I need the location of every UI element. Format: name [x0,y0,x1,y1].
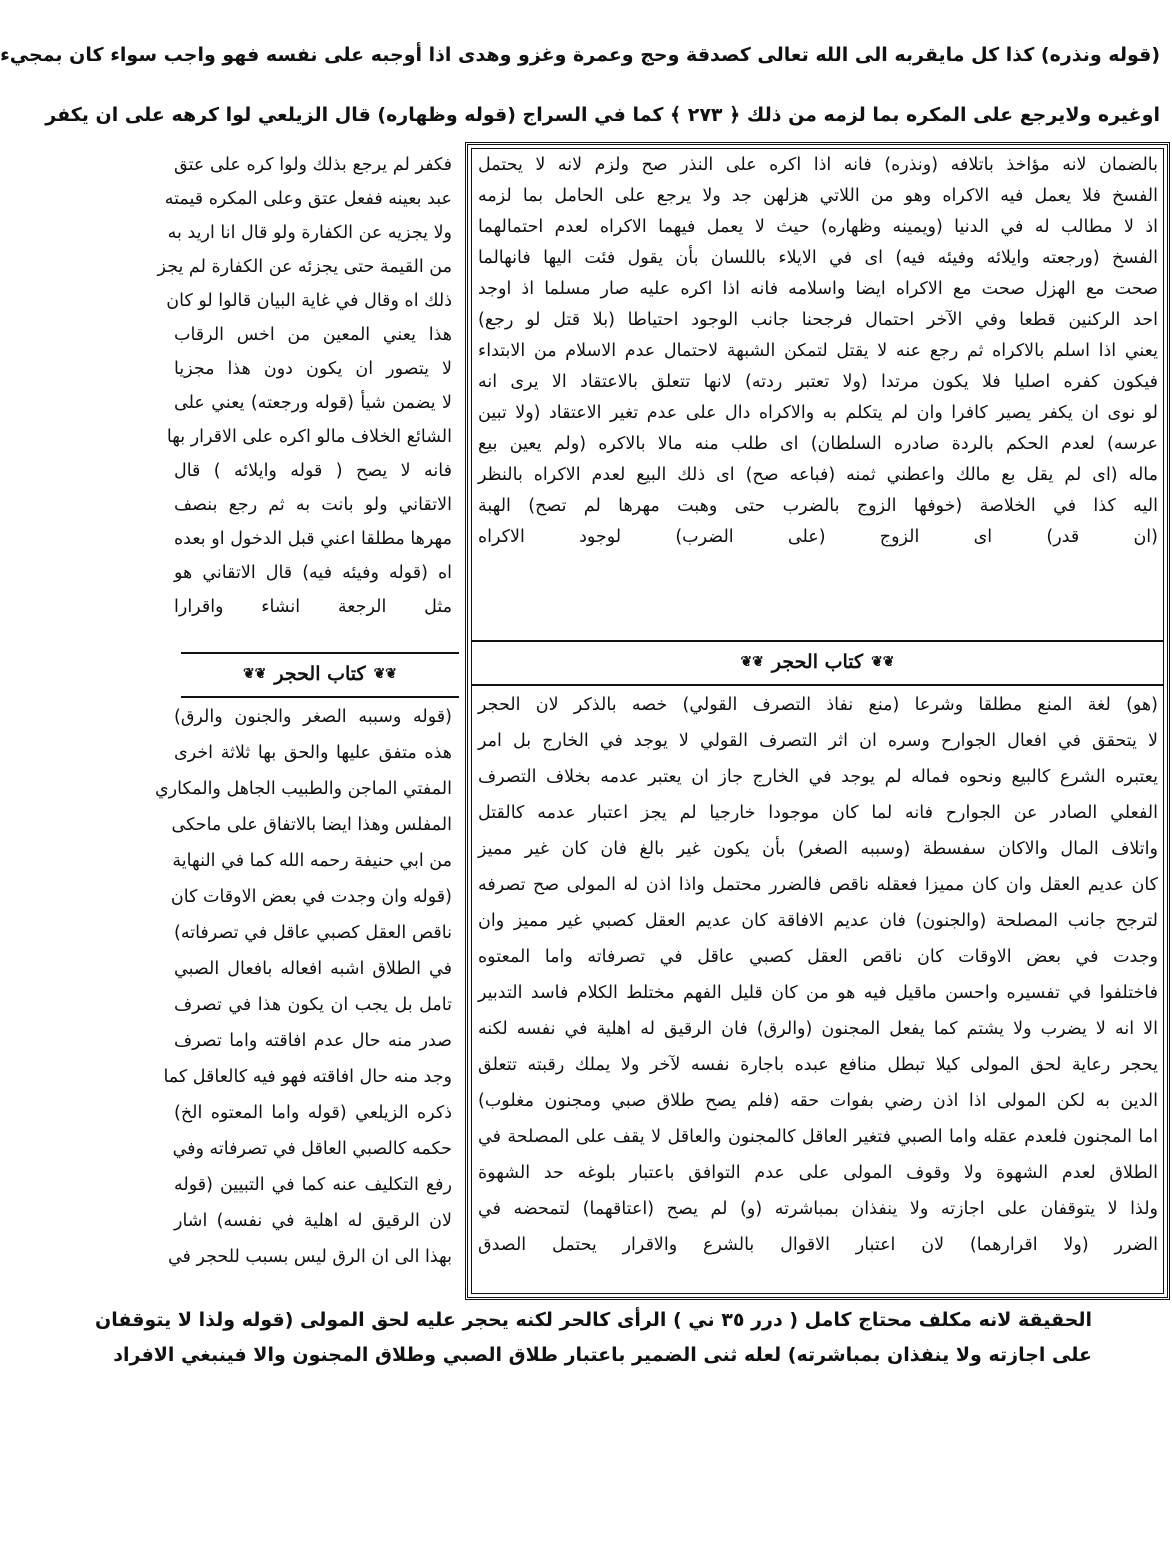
side-upper-line: عبد بعينه ففعل عتق وعلى المكره قيمته [164,189,452,209]
side-upper-line: مثل الرجعة انشاء واقرارا [174,597,452,617]
main-upper-line: يعني اذا اسلم بالاكراه ثم رجع عنه لا يقتل لتمكن الشبهة لاحتمال عدم الاسلام من الابتداء [478,341,1158,361]
main-upper-line: احد الركنين قطعا وفي الآخر احتمال فرجحنا جانب الوجود احتياطا (بلا قتل لو رجع) [478,310,1158,330]
side-lower-line: ذكره الزيلعي (قوله واما المعتوه الخ) [174,1103,452,1123]
main-upper-line: اليه كذا في الخلاصة (خوفها الزوج بالضرب حتى وهبت مهرها لم تصح) الهبة [478,496,1158,516]
main-lower-line: لترجح جانب المصلحة (والجنون) فان عديم الافاقة كان عديم العقل كصبي غير مميز وان [478,911,1158,931]
side-upper-line: من القيمة حتى يجزئه عن الكفارة لم يجز [157,257,452,277]
main-lower-line: يعتبره الشرع كالبيع ونحوه فماله لم يوجد في الخارج جاز ان يعتبر عدمه بخلاف التصرف [478,767,1158,787]
side-upper-line: فانه لا يصح ( قوله وايلائه ) قال [174,461,452,481]
side-upper-line: الشائع الخلاف مالو اكره على الاقرار بها [166,427,452,447]
side-lower-line: حكمه كالصبي العاقل في تصرفاته وفي [172,1139,452,1159]
side-lower-line: صدر منه حال عدم افاقته واما تصرف [174,1031,452,1051]
side-upper-line: اه (قوله وفيئه فيه) قال الاتقاني هو [174,563,452,583]
side-lower-line: هذه متفق عليها والحق بها ثلاثة اخرى [174,743,452,763]
main-lower-line: الضرر (ولا اقرارهما) لان اعتبار الاقوال بالشرع والاقرار يحتمل الصدق [478,1235,1158,1255]
main-lower-line: يحجر رعاية لحق المولى كيلا تبطل منافع عبده باجارة نفسه لآخر ولا يملك رقبته تتعلق [478,1055,1158,1075]
side-upper-line: لا يتصور ان يكون دون هذا مجزيا [174,359,452,379]
side-lower-line: لان الرقيق له اهلية في نفسه) اشار [174,1211,452,1231]
side-lower-line: (قوله وان وجدت في بعض الاوقات كان [170,887,452,907]
main-upper-line: فيكون كفره اصليا فلا يكون مرتدا (ولا تعتبر ردته) لانها تتعلق بالاعتقاد الا يرى انه [478,372,1158,392]
footer-line-1: الحقيقة لانه مكلف محتاج كامل ( درر ٣٥ ني ) الرأى كالحر لكنه يحجر عليه لحق المولى (قوله ولذا لا يتوقفان [95,1309,1092,1331]
main-lower-line: لا يتحقق في افعال الجوارح وسره ان اثر التصرف القولي لا يوجد في الخارج بل امر [478,731,1158,751]
main-lower-line: اما المجنون فلعدم عقله واما الصبي فتغير العاقل كالمجنون والعاقل لا يقف على المصلحة في [478,1127,1158,1147]
side-lower-line: المفلس وهذا ايضا بالاتفاق على ماحكى [171,815,452,835]
side-title-divider-top [181,652,459,654]
main-section-title [471,644,1164,680]
side-lower-line: وجد منه حال افاقته فهو فيه كالعاقل كما [163,1067,452,1087]
side-section-title-text: كتاب الحجر [274,663,366,685]
ornament-icon: ❦❦ [373,666,398,682]
header-line-1: (قوله ونذره) كذا كل مايقربه الى الله تعالى كصدقة وحج وعمرة وغزو وهدى اذا أوجبه على نفسه فهو واجب سواء كان بمجيء [0,44,1160,66]
main-lower-line: واتلاف المال والاكان سفسطة (وسببه الصغر) بأن يكون غير بالغ فان كان غير مميز [478,839,1158,859]
ornament-icon: ❦❦ [871,654,895,670]
main-upper-line: اذ لا مطالب له في الدنيا (ويمينه وظهاره) حيث لا يعمل فيهما الاكراه لعدم احتمالهما [478,217,1158,237]
side-lower-line: ناقص العقل كصبي عاقل في تصرفاته) [174,923,452,943]
side-section-title [181,656,459,692]
main-title-divider-top [471,640,1164,642]
side-upper-line: فكفر لم يرجع بذلك ولوا كره على عتق [174,155,452,175]
side-upper-line: ولا يجزيه عن الكفارة ولو قال انا اريد به [167,223,452,243]
side-upper-line: ذلك اه وقال في غاية البيان قالوا لو كان [166,291,452,311]
side-upper-line: لا يضمن شيأ (قوله ورجعته) يعني على [174,393,452,413]
side-lower-line: المفتي الماجن والطبيب الجاهل والمكاري [154,779,452,799]
side-lower-line: من ابي حنيفة رحمه الله كما في النهاية [172,851,452,871]
side-upper-line: هذا يعني المعين من اخس الرقاب [174,325,452,345]
main-lower-line: ولذا لا يتوقفان على اجازته ولا ينفذان بمباشرته (و) لم يصح (اعتاقهما) لتمحضه في [478,1199,1158,1219]
main-upper-line: بالضمان لانه مؤاخذ باتلافه (ونذره) فانه اذا اكره على النذر صح ولزم لانه لا يحتمل [478,155,1158,175]
side-lower-line: رفع التكليف عنه كما في التبيين (قوله [174,1175,452,1195]
main-upper-line: ماله (اى لم يقل بع مالك واعطني ثمنه (فباعه صح) اى ذلك البيع لعدم الاكراه بالنظر [478,465,1158,485]
header-line-2: اوغيره ولايرجع على المكره بما لزمه من ذلك ﴿ ٢٧٣ ﴾ كما في السراج (قوله وظهاره) قال الزيلعي لوا كرهه على ان يكفر [45,104,1160,126]
main-lower-line: فاختلفوا في تفسيره واحسن ماقيل فيه هو من كان قليل الفهم مختلط الكلام فاسد التدبير [478,983,1158,1003]
side-lower-line: (قوله وسببه الصغر والجنون والرق) [174,707,452,727]
main-section-title-text: كتاب الحجر [771,651,864,673]
main-title-divider-bottom [471,684,1164,686]
main-upper-line: عرسه) لعدم الحكم بالردة صادره السلطان) اى طلب منه مالا بالاكره (ولم يعين بيع [478,434,1158,454]
main-lower-line: الا انه لا يضرب ولا يشتم كما يفعل المجنون (والرق) فان الرقيق له اهلية في نفسه لكنه [478,1019,1158,1039]
main-upper-line: (ان قدر) اى الزوج (على الضرب) لوجود الاكراه [478,527,1158,547]
main-lower-line: الفعلي الصادر عن الجوارح فانه لما كان موجودا خارجيا لم يجز اعتبار عدمه كالقتل [478,803,1158,823]
main-upper-line: لو نوى ان يكفر يصير كافرا وان لم يتكلم به والاكراه دال على عدم تغير الاعتقاد (ولا تبين [478,403,1158,423]
footer-line-2: على اجازته ولا ينفذان بمباشرته) لعله ثنى الضمير باعتبار طلاق الصبي وطلاق المجنون والا فينبغي الافراد [113,1344,1092,1366]
main-lower-line: الطلاق لعدم الشهوة ولا وقوف المولى على عدم التوافق باعتبار بلوغه حد الشهوة [478,1163,1158,1183]
side-title-divider-bottom [181,696,459,698]
side-lower-line: تامل بل يجب ان يكون هذا في تصرف [174,995,452,1015]
main-upper-line: صحت مع الهزل صحت مع الاكراه ايضا واسلامه فانه اذا اكره عليه صار مسلما اذ اوجد [478,279,1158,299]
main-lower-line: (هو) لغة المنع مطلقا وشرعا (منع نفاذ التصرف القولي) خصه بالذكر لان الحجر [478,695,1158,715]
side-lower-line: في الطلاق اشبه افعاله بافعال الصبي [174,959,452,979]
main-lower-line: الدين به لكن المولى اذا اذن رضي بفوات حقه (فلم يصح طلاق صبي ومجنون مغلوب) [478,1091,1158,1111]
side-lower-line: بهذا الى ان الرق ليس بسبب للحجر في [167,1247,452,1267]
ornament-icon: ❦❦ [740,654,764,670]
main-lower-line: وجدت في بعض الاوقات كان ناقص العقل كصبي عاقل في تصرفاته واما المعتوه [478,947,1158,967]
ornament-icon: ❦❦ [242,666,267,682]
side-upper-line: مهرها مطلقا اعني قبل الدخول او بعده [174,529,452,549]
main-upper-line: الفسخ (ورجعته وايلائه وفيئه فيه) اى في الايلاء باللسان بأن يقول فئت اليها فانهالما [478,248,1158,268]
side-upper-line: الاتقاني ولو بانت به ثم رجع بنصف [174,495,452,515]
main-lower-line: كان عديم العقل وان كان مميزا فعقله ناقص فالضرر محتمل واذا اذن له المولى صح تصرفه [478,875,1158,895]
main-upper-line: الفسخ فلا يعمل فيه الاكراه وهو من اللاتي هزلهن جد ولا يرجع على الحامل بما لزمه [478,186,1158,206]
